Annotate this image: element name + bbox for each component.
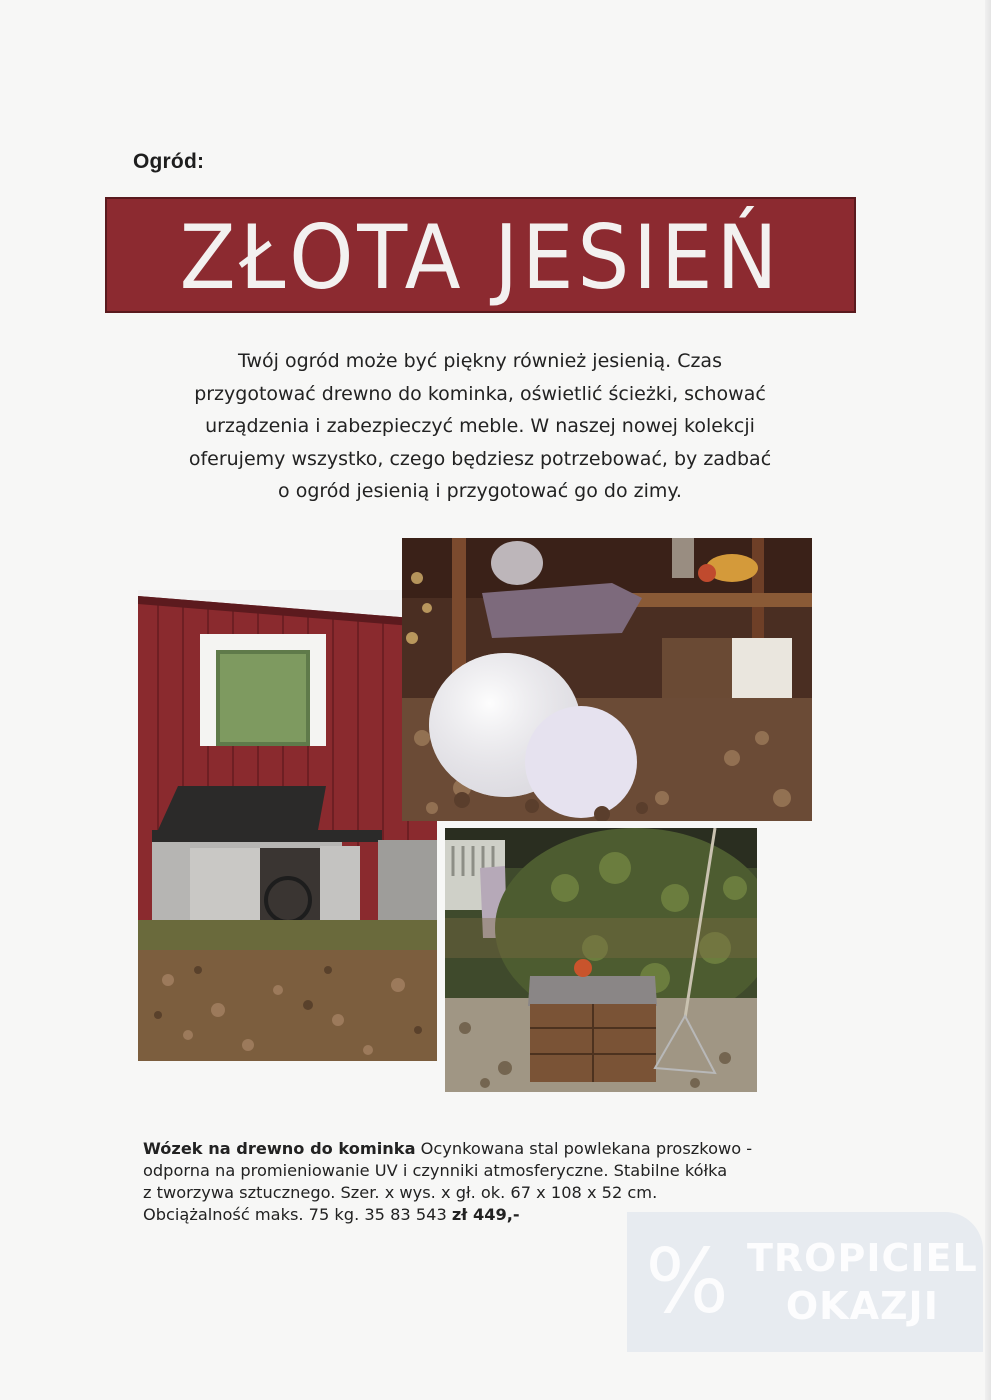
watermark-line: OKAZJI bbox=[785, 1284, 939, 1328]
intro-line: Twój ogród może być piękny również jesienią. Czas bbox=[238, 350, 722, 372]
watermark-line: TROPICIEL bbox=[747, 1236, 978, 1280]
product-text-line: z tworzywa sztucznego. Szer. x wys. x gł. ok. 67 x 108 x 52 cm. bbox=[143, 1183, 658, 1202]
intro-paragraph bbox=[150, 345, 810, 508]
intro-line: przygotować drewno do kominka, oświetlić ścieżki, schować bbox=[194, 382, 766, 405]
product-text-line: Obciążalność maks. 75 kg. 35 83 543 bbox=[143, 1205, 452, 1224]
product-text-line: Ocynkowana stal powlekana proszkowo - bbox=[415, 1139, 753, 1158]
page-title: ZŁOTA JESIEŃ bbox=[179, 206, 782, 309]
wooden-crate-seat-photo bbox=[445, 828, 757, 1092]
storage-shed-photo bbox=[138, 590, 437, 1061]
intro-line: urządzenia i zabezpieczyć meble. W naszej nowej kolekcji bbox=[205, 415, 755, 437]
page-edge bbox=[985, 0, 991, 1400]
garden-globe-lamps-photo bbox=[402, 538, 812, 821]
product-name: Wózek na drewno do kominka bbox=[143, 1139, 416, 1158]
section-label: Ogród: bbox=[133, 150, 205, 173]
watermark-text bbox=[747, 1234, 978, 1330]
intro-line: oferujemy wszystko, czego będziesz potrzebować, by zadbać bbox=[188, 447, 772, 470]
percent-icon: % bbox=[645, 1230, 729, 1333]
title-banner bbox=[105, 197, 856, 313]
product-text-line: odporna na promieniowanie UV i czynniki atmosferyczne. Stabilne kółka bbox=[143, 1161, 728, 1180]
product-price: zł 449,- bbox=[451, 1205, 520, 1224]
intro-line: o ogród jesienią i przygotować go do zimy. bbox=[278, 480, 682, 502]
watermark-logo bbox=[627, 1212, 983, 1352]
